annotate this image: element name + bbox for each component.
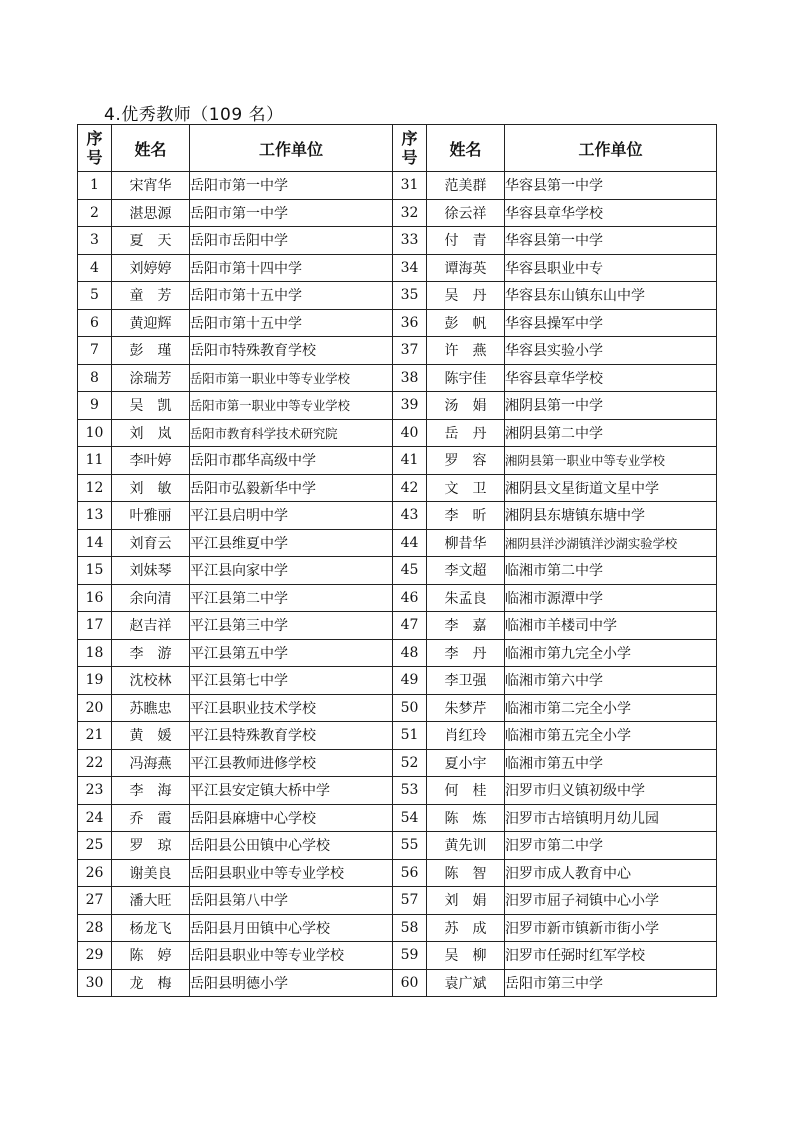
left-unit-cell: 岳阳市第一职业中等专业学校	[190, 364, 393, 392]
left-unit-cell: 岳阳市第一职业中等专业学校	[190, 392, 393, 420]
table-row	[78, 969, 717, 997]
left-serial-cell: 13	[78, 502, 112, 530]
left-name-cell: 刘 敏	[112, 474, 190, 502]
left-serial-cell: 23	[78, 777, 112, 805]
left-serial-cell: 26	[78, 859, 112, 887]
left-name-cell: 彭 瑾	[112, 337, 190, 365]
left-unit-cell: 岳阳市郡华高级中学	[190, 447, 393, 475]
table-row	[78, 914, 717, 942]
right-unit-cell: 汨罗市屈子祠镇中心小学	[505, 887, 717, 915]
left-name-cell: 龙 梅	[112, 969, 190, 997]
left-serial-cell: 27	[78, 887, 112, 915]
left-name-cell: 谢美良	[112, 859, 190, 887]
left-unit-cell: 岳阳县第八中学	[190, 887, 393, 915]
right-name-cell: 陈 智	[427, 859, 505, 887]
left-name-cell: 余向清	[112, 584, 190, 612]
right-name-cell: 文 卫	[427, 474, 505, 502]
left-unit-cell: 岳阳市弘毅新华中学	[190, 474, 393, 502]
left-name-cell: 黄 媛	[112, 722, 190, 750]
table-row	[78, 777, 717, 805]
left-name-cell: 杨龙飞	[112, 914, 190, 942]
right-name-cell: 吴 丹	[427, 282, 505, 310]
left-unit-cell: 岳阳市第一中学	[190, 172, 393, 200]
left-name-cell: 童 芳	[112, 282, 190, 310]
left-name-cell: 沈校林	[112, 667, 190, 695]
right-serial-cell: 32	[393, 199, 427, 227]
right-serial-cell: 57	[393, 887, 427, 915]
left-serial-cell: 8	[78, 364, 112, 392]
right-unit-cell: 汨罗市任弼时红军学校	[505, 942, 717, 970]
right-unit-cell: 汨罗市第二中学	[505, 832, 717, 860]
right-serial-cell: 58	[393, 914, 427, 942]
table-row	[78, 584, 717, 612]
left-serial-cell: 3	[78, 227, 112, 255]
left-serial-cell: 17	[78, 612, 112, 640]
table-row	[78, 529, 717, 557]
left-name-cell: 李 游	[112, 639, 190, 667]
left-unit-cell: 平江县特殊教育学校	[190, 722, 393, 750]
left-serial-cell: 4	[78, 254, 112, 282]
table-row	[78, 557, 717, 585]
table-row	[78, 254, 717, 282]
header-unit-left: 工作单位	[190, 125, 393, 172]
left-unit-cell: 岳阳县公田镇中心学校	[190, 832, 393, 860]
right-unit-cell: 临湘市第五中学	[505, 749, 717, 777]
left-name-cell: 潘大旺	[112, 887, 190, 915]
left-name-cell: 涂瑞芳	[112, 364, 190, 392]
right-unit-cell: 临湘市第六中学	[505, 667, 717, 695]
right-name-cell: 何 桂	[427, 777, 505, 805]
left-unit-cell: 岳阳县职业中等专业学校	[190, 942, 393, 970]
right-unit-cell: 临湘市第二中学	[505, 557, 717, 585]
right-unit-cell: 临湘市源潭中学	[505, 584, 717, 612]
left-unit-cell: 平江县安定镇大桥中学	[190, 777, 393, 805]
right-unit-cell: 汨罗市古培镇明月幼儿园	[505, 804, 717, 832]
table-row	[78, 887, 717, 915]
left-serial-cell: 14	[78, 529, 112, 557]
right-name-cell: 徐云祥	[427, 199, 505, 227]
right-name-cell: 谭海英	[427, 254, 505, 282]
right-unit-cell: 华容县章华学校	[505, 199, 717, 227]
right-name-cell: 吴 柳	[427, 942, 505, 970]
header-name-left: 姓名	[112, 125, 190, 172]
right-unit-cell: 华容县实验小学	[505, 337, 717, 365]
left-serial-cell: 7	[78, 337, 112, 365]
right-serial-cell: 54	[393, 804, 427, 832]
right-serial-cell: 39	[393, 392, 427, 420]
left-name-cell: 湛思源	[112, 199, 190, 227]
table-row	[78, 612, 717, 640]
left-unit-cell: 岳阳县职业中等专业学校	[190, 859, 393, 887]
table-row	[78, 309, 717, 337]
table-row	[78, 364, 717, 392]
right-name-cell: 朱梦芹	[427, 694, 505, 722]
right-serial-cell: 33	[393, 227, 427, 255]
right-name-cell: 付 青	[427, 227, 505, 255]
right-name-cell: 肖红玲	[427, 722, 505, 750]
right-serial-cell: 53	[393, 777, 427, 805]
right-name-cell: 袁广斌	[427, 969, 505, 997]
header-name-right: 姓名	[427, 125, 505, 172]
right-name-cell: 陈 炼	[427, 804, 505, 832]
left-serial-cell: 20	[78, 694, 112, 722]
left-serial-cell: 2	[78, 199, 112, 227]
right-name-cell: 夏小宇	[427, 749, 505, 777]
left-unit-cell: 平江县教师进修学校	[190, 749, 393, 777]
left-name-cell: 罗 琼	[112, 832, 190, 860]
table-row	[78, 474, 717, 502]
left-name-cell: 刘妹琴	[112, 557, 190, 585]
left-serial-cell: 19	[78, 667, 112, 695]
table-row	[78, 172, 717, 200]
left-unit-cell: 岳阳县月田镇中心学校	[190, 914, 393, 942]
right-name-cell: 李卫强	[427, 667, 505, 695]
left-unit-cell: 平江县第三中学	[190, 612, 393, 640]
right-name-cell: 李 嘉	[427, 612, 505, 640]
right-serial-cell: 56	[393, 859, 427, 887]
left-serial-cell: 15	[78, 557, 112, 585]
left-unit-cell: 平江县启明中学	[190, 502, 393, 530]
right-name-cell: 范美群	[427, 172, 505, 200]
left-serial-cell: 30	[78, 969, 112, 997]
left-serial-cell: 21	[78, 722, 112, 750]
right-name-cell: 柳昔华	[427, 529, 505, 557]
right-unit-cell: 汨罗市新市镇新市街小学	[505, 914, 717, 942]
right-serial-cell: 35	[393, 282, 427, 310]
right-serial-cell: 52	[393, 749, 427, 777]
left-serial-cell: 5	[78, 282, 112, 310]
table-row	[78, 859, 717, 887]
table-row	[78, 337, 717, 365]
left-serial-cell: 24	[78, 804, 112, 832]
right-serial-cell: 37	[393, 337, 427, 365]
left-name-cell: 夏 天	[112, 227, 190, 255]
table-row	[78, 502, 717, 530]
left-unit-cell: 平江县职业技术学校	[190, 694, 393, 722]
left-unit-cell: 平江县第五中学	[190, 639, 393, 667]
right-serial-cell: 34	[393, 254, 427, 282]
right-serial-cell: 49	[393, 667, 427, 695]
header-unit-right: 工作单位	[505, 125, 717, 172]
right-name-cell: 苏 成	[427, 914, 505, 942]
right-serial-cell: 60	[393, 969, 427, 997]
left-name-cell: 陈 婷	[112, 942, 190, 970]
right-unit-cell: 临湘市羊楼司中学	[505, 612, 717, 640]
right-unit-cell: 湘阴县文星街道文星中学	[505, 474, 717, 502]
right-serial-cell: 59	[393, 942, 427, 970]
left-name-cell: 李叶婷	[112, 447, 190, 475]
left-unit-cell: 岳阳市教育科学技术研究院	[190, 419, 393, 447]
right-unit-cell: 湘阴县第一中学	[505, 392, 717, 420]
right-name-cell: 陈宇佳	[427, 364, 505, 392]
left-serial-cell: 16	[78, 584, 112, 612]
left-unit-cell: 岳阳县明德小学	[190, 969, 393, 997]
left-serial-cell: 18	[78, 639, 112, 667]
right-unit-cell: 华容县操军中学	[505, 309, 717, 337]
right-unit-cell: 湘阴县第二中学	[505, 419, 717, 447]
left-unit-cell: 岳阳市岳阳中学	[190, 227, 393, 255]
left-serial-cell: 25	[78, 832, 112, 860]
left-serial-cell: 1	[78, 172, 112, 200]
right-unit-cell: 华容县章华学校	[505, 364, 717, 392]
right-unit-cell: 华容县第一中学	[505, 172, 717, 200]
right-serial-cell: 40	[393, 419, 427, 447]
right-unit-cell: 湘阴县东塘镇东塘中学	[505, 502, 717, 530]
left-serial-cell: 6	[78, 309, 112, 337]
right-serial-cell: 42	[393, 474, 427, 502]
right-unit-cell: 湘阴县第一职业中等专业学校	[505, 447, 717, 475]
table-row	[78, 722, 717, 750]
left-name-cell: 宋宵华	[112, 172, 190, 200]
right-serial-cell: 43	[393, 502, 427, 530]
left-unit-cell: 平江县维夏中学	[190, 529, 393, 557]
right-name-cell: 李 丹	[427, 639, 505, 667]
table-row	[78, 942, 717, 970]
right-unit-cell: 湘阴县洋沙湖镇洋沙湖实验学校	[505, 529, 717, 557]
table-row	[78, 227, 717, 255]
left-serial-cell: 12	[78, 474, 112, 502]
right-serial-cell: 47	[393, 612, 427, 640]
left-name-cell: 赵吉祥	[112, 612, 190, 640]
left-name-cell: 李 海	[112, 777, 190, 805]
left-unit-cell: 岳阳市第一中学	[190, 199, 393, 227]
teacher-table	[77, 124, 717, 997]
left-serial-cell: 10	[78, 419, 112, 447]
header-serial-right: 序 号	[393, 125, 427, 172]
left-name-cell: 黄迎辉	[112, 309, 190, 337]
right-unit-cell: 临湘市第九完全小学	[505, 639, 717, 667]
right-serial-cell: 45	[393, 557, 427, 585]
right-unit-cell: 汨罗市成人教育中心	[505, 859, 717, 887]
right-serial-cell: 41	[393, 447, 427, 475]
right-serial-cell: 55	[393, 832, 427, 860]
right-name-cell: 汤 娟	[427, 392, 505, 420]
left-serial-cell: 11	[78, 447, 112, 475]
left-name-cell: 刘 岚	[112, 419, 190, 447]
table-row	[78, 447, 717, 475]
right-name-cell: 朱孟良	[427, 584, 505, 612]
left-name-cell: 冯海燕	[112, 749, 190, 777]
right-name-cell: 罗 容	[427, 447, 505, 475]
left-unit-cell: 平江县第二中学	[190, 584, 393, 612]
right-unit-cell: 临湘市第二完全小学	[505, 694, 717, 722]
table-row	[78, 667, 717, 695]
right-serial-cell: 50	[393, 694, 427, 722]
left-unit-cell: 岳阳市特殊教育学校	[190, 337, 393, 365]
table-row	[78, 199, 717, 227]
right-unit-cell: 临湘市第五完全小学	[505, 722, 717, 750]
left-serial-cell: 29	[78, 942, 112, 970]
section-heading: 4.优秀教师（109 名）	[104, 105, 284, 125]
table-row	[78, 282, 717, 310]
right-unit-cell: 汨罗市归义镇初级中学	[505, 777, 717, 805]
right-serial-cell: 31	[393, 172, 427, 200]
table-row	[78, 419, 717, 447]
left-name-cell: 刘婷婷	[112, 254, 190, 282]
right-unit-cell: 华容县职业中专	[505, 254, 717, 282]
right-unit-cell: 岳阳市第三中学	[505, 969, 717, 997]
left-unit-cell: 平江县向家中学	[190, 557, 393, 585]
left-unit-cell: 平江县第七中学	[190, 667, 393, 695]
left-name-cell: 刘育云	[112, 529, 190, 557]
table-row	[78, 749, 717, 777]
left-name-cell: 吴 凯	[112, 392, 190, 420]
table-row	[78, 694, 717, 722]
table-row	[78, 639, 717, 667]
right-name-cell: 李文超	[427, 557, 505, 585]
left-serial-cell: 22	[78, 749, 112, 777]
right-serial-cell: 51	[393, 722, 427, 750]
right-name-cell: 岳 丹	[427, 419, 505, 447]
left-serial-cell: 9	[78, 392, 112, 420]
left-name-cell: 叶雅丽	[112, 502, 190, 530]
right-name-cell: 彭 帆	[427, 309, 505, 337]
right-name-cell: 黄先训	[427, 832, 505, 860]
right-unit-cell: 华容县第一中学	[505, 227, 717, 255]
right-name-cell: 李 昕	[427, 502, 505, 530]
table-row	[78, 832, 717, 860]
left-name-cell: 苏瞧忠	[112, 694, 190, 722]
right-serial-cell: 46	[393, 584, 427, 612]
left-unit-cell: 岳阳市第十四中学	[190, 254, 393, 282]
right-serial-cell: 38	[393, 364, 427, 392]
right-serial-cell: 48	[393, 639, 427, 667]
right-serial-cell: 44	[393, 529, 427, 557]
left-unit-cell: 岳阳市第十五中学	[190, 282, 393, 310]
right-serial-cell: 36	[393, 309, 427, 337]
right-unit-cell: 华容县东山镇东山中学	[505, 282, 717, 310]
right-name-cell: 许 燕	[427, 337, 505, 365]
right-name-cell: 刘 娟	[427, 887, 505, 915]
table-header-row	[78, 125, 717, 172]
left-serial-cell: 28	[78, 914, 112, 942]
left-name-cell: 乔 霞	[112, 804, 190, 832]
table-row	[78, 392, 717, 420]
header-serial-left: 序 号	[78, 125, 112, 172]
left-unit-cell: 岳阳市第十五中学	[190, 309, 393, 337]
left-unit-cell: 岳阳县麻塘中心学校	[190, 804, 393, 832]
table-row	[78, 804, 717, 832]
